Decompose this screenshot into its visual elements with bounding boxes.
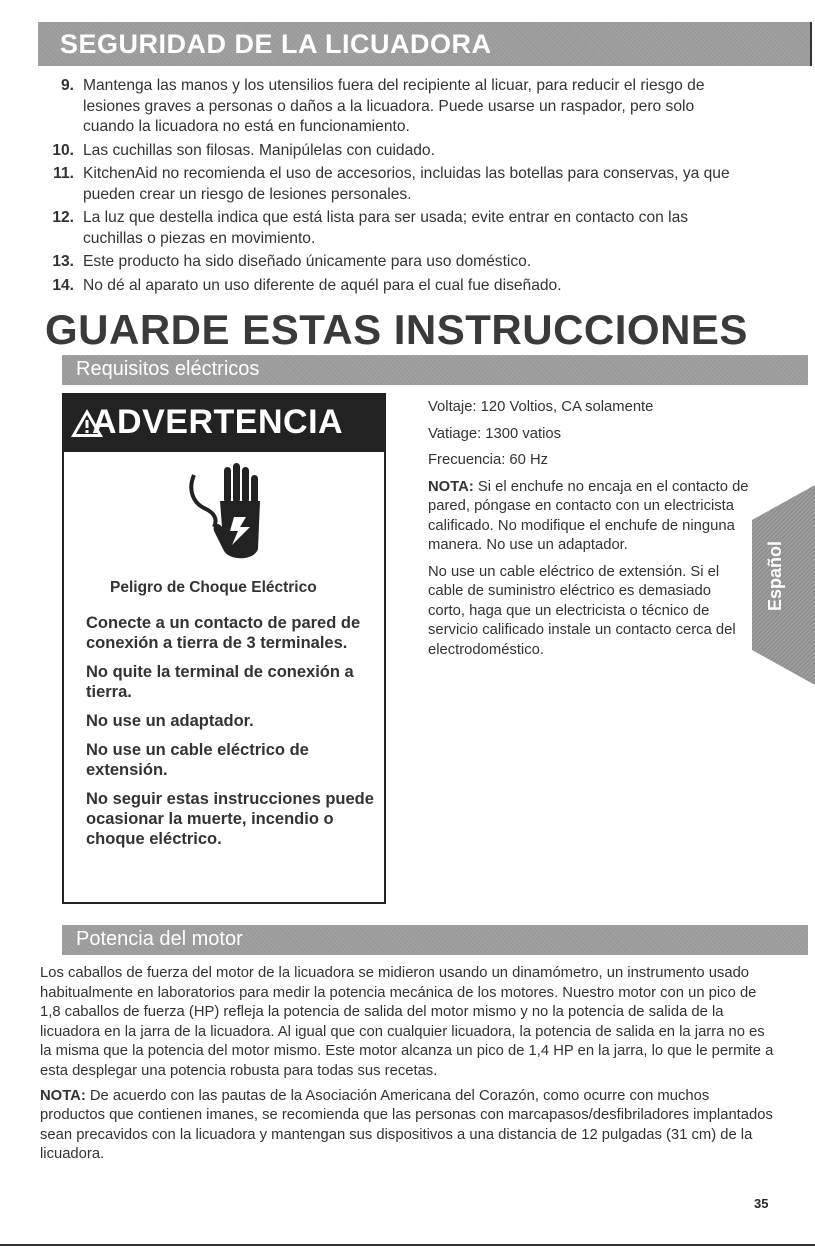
plug-note (428, 478, 750, 556)
bottom-rule (0, 1244, 815, 1246)
language-tab-label: Español (765, 541, 785, 612)
frequency-spec: Frecuencia: 60 Hz (428, 452, 549, 468)
list-item (40, 141, 740, 162)
motor-text (40, 964, 775, 1170)
warning-text (86, 579, 376, 858)
page-number: 35 (754, 1196, 769, 1211)
electrical-specs (428, 398, 750, 667)
warning-line: Conecte a un contacto de pared de conexión a tierra de 3 terminales. (86, 614, 361, 652)
electrical-section-title: Requisitos eléctricos (76, 358, 260, 380)
list-number: 10. (52, 141, 74, 159)
voltage-spec: Voltaje: 120 Voltios, CA solamente (428, 399, 654, 415)
electric-shock-hand-icon (184, 461, 264, 571)
note-label: NOTA: (40, 1087, 86, 1104)
list-text: Este producto ha sido diseñado únicamente para uso doméstico. (83, 253, 532, 270)
list-number: 11. (53, 165, 74, 182)
extension-note: No use un cable eléctrico de extensión. Si el cable de suministro eléctrico es demasiado corto, haga que un electricista o técnico de servicio calificado instale un contacto cerca del electrodoméstico. (428, 563, 736, 658)
section-header-band (38, 22, 810, 66)
section-header-title: SEGURIDAD DE LA LICUADORA (60, 29, 492, 59)
motor-note (40, 1087, 775, 1165)
motor-paragraph: Los caballos de fuerza del motor de la licuadora se midieron usando un dinamómetro, un instrumento usado habitualmente en laboratorios para medir la potencia mecánica de los motores. Nuestro motor con un pico de 1,8 caballos de fuerza (HP) refleja la potencia de salida del motor mismo y no la potencia de salida de la licuadora en la jarra de la licuadora. Al igual que con cualquier licuadora, la potencia de salida en la jarra no es la misma que la potencia del motor mismo. Este motor alcanza un pico de 1,4 HP en la jarra, lo que le permite a esta desplegar una potencia robusta para todas sus recetas. (40, 965, 774, 1079)
warning-line: No use un cable eléctrico de extensión. (86, 741, 309, 779)
list-item (40, 252, 740, 273)
warning-title: ADVERTENCIA (92, 403, 344, 441)
warning-line: No use un adaptador. (86, 712, 254, 730)
list-text: No dé al aparato un uso diferente de aquél para el cual fue diseñado. (83, 276, 562, 294)
list-text: Mantenga las manos y los utensilios fuera del recipiente al licuar, para reducir el riesgo de lesiones graves a personas o daños a la licuadora. Puede usarse un raspador, pero solo cuando la licuadora no está en funcionamiento. (83, 77, 705, 135)
list-number: 9. (60, 77, 74, 94)
safety-list (40, 76, 740, 299)
note-text: Si el enchufe no encaja en el contacto de pared, póngase en contacto con un electricista calificado. No modifique el enchufe de ninguna manera. No use un adaptador. (428, 478, 749, 553)
list-number: 14. (52, 276, 74, 294)
list-item (40, 208, 740, 249)
list-number: 12. (52, 209, 74, 226)
note-text: De acuerdo con las pautas de la Asociación Americana del Corazón, como ocurre con muchos productos que contienen imanes, se recomienda que las personas con marcapasos/desfibriladores implantados sean precavidos con la licuadora y mantengan sus dispositivos a una distancia de 12 pulgadas (31 cm) de la licuadora. (40, 1087, 773, 1163)
save-instructions-heading: GUARDE ESTAS INSTRUCCIONES (45, 306, 748, 353)
edge-divider (810, 22, 812, 66)
note-label: NOTA: (428, 478, 474, 495)
motor-section-band (62, 925, 808, 955)
warning-header (64, 395, 384, 452)
list-text: KitchenAid no recomienda el uso de accesorios, incluidas las botellas para conservas, ya que pueden crear un riesgo de lesiones personales. (83, 165, 730, 203)
warning-line: No seguir estas instrucciones puede ocasionar la muerte, incendio o choque eléctrico. (86, 790, 374, 848)
list-text: Las cuchillas son filosas. Manipúlelas con cuidado. (83, 141, 435, 159)
warning-heading: Peligro de Choque Eléctrico (110, 579, 317, 596)
list-number: 13. (52, 253, 74, 270)
warning-box (62, 393, 386, 904)
motor-section-title: Potencia del motor (76, 928, 243, 950)
list-text: La luz que destella indica que está lista para ser usada; evite entrar en contacto con las cuchillas o piezas en movimiento. (83, 209, 689, 247)
warning-line: No quite la terminal de conexión a tierra. (86, 663, 354, 701)
list-item (40, 276, 740, 297)
electrical-section-band (62, 355, 808, 385)
wattage-spec: Vatiage: 1300 vatios (428, 425, 561, 442)
list-item (40, 164, 740, 205)
list-item (40, 76, 740, 138)
